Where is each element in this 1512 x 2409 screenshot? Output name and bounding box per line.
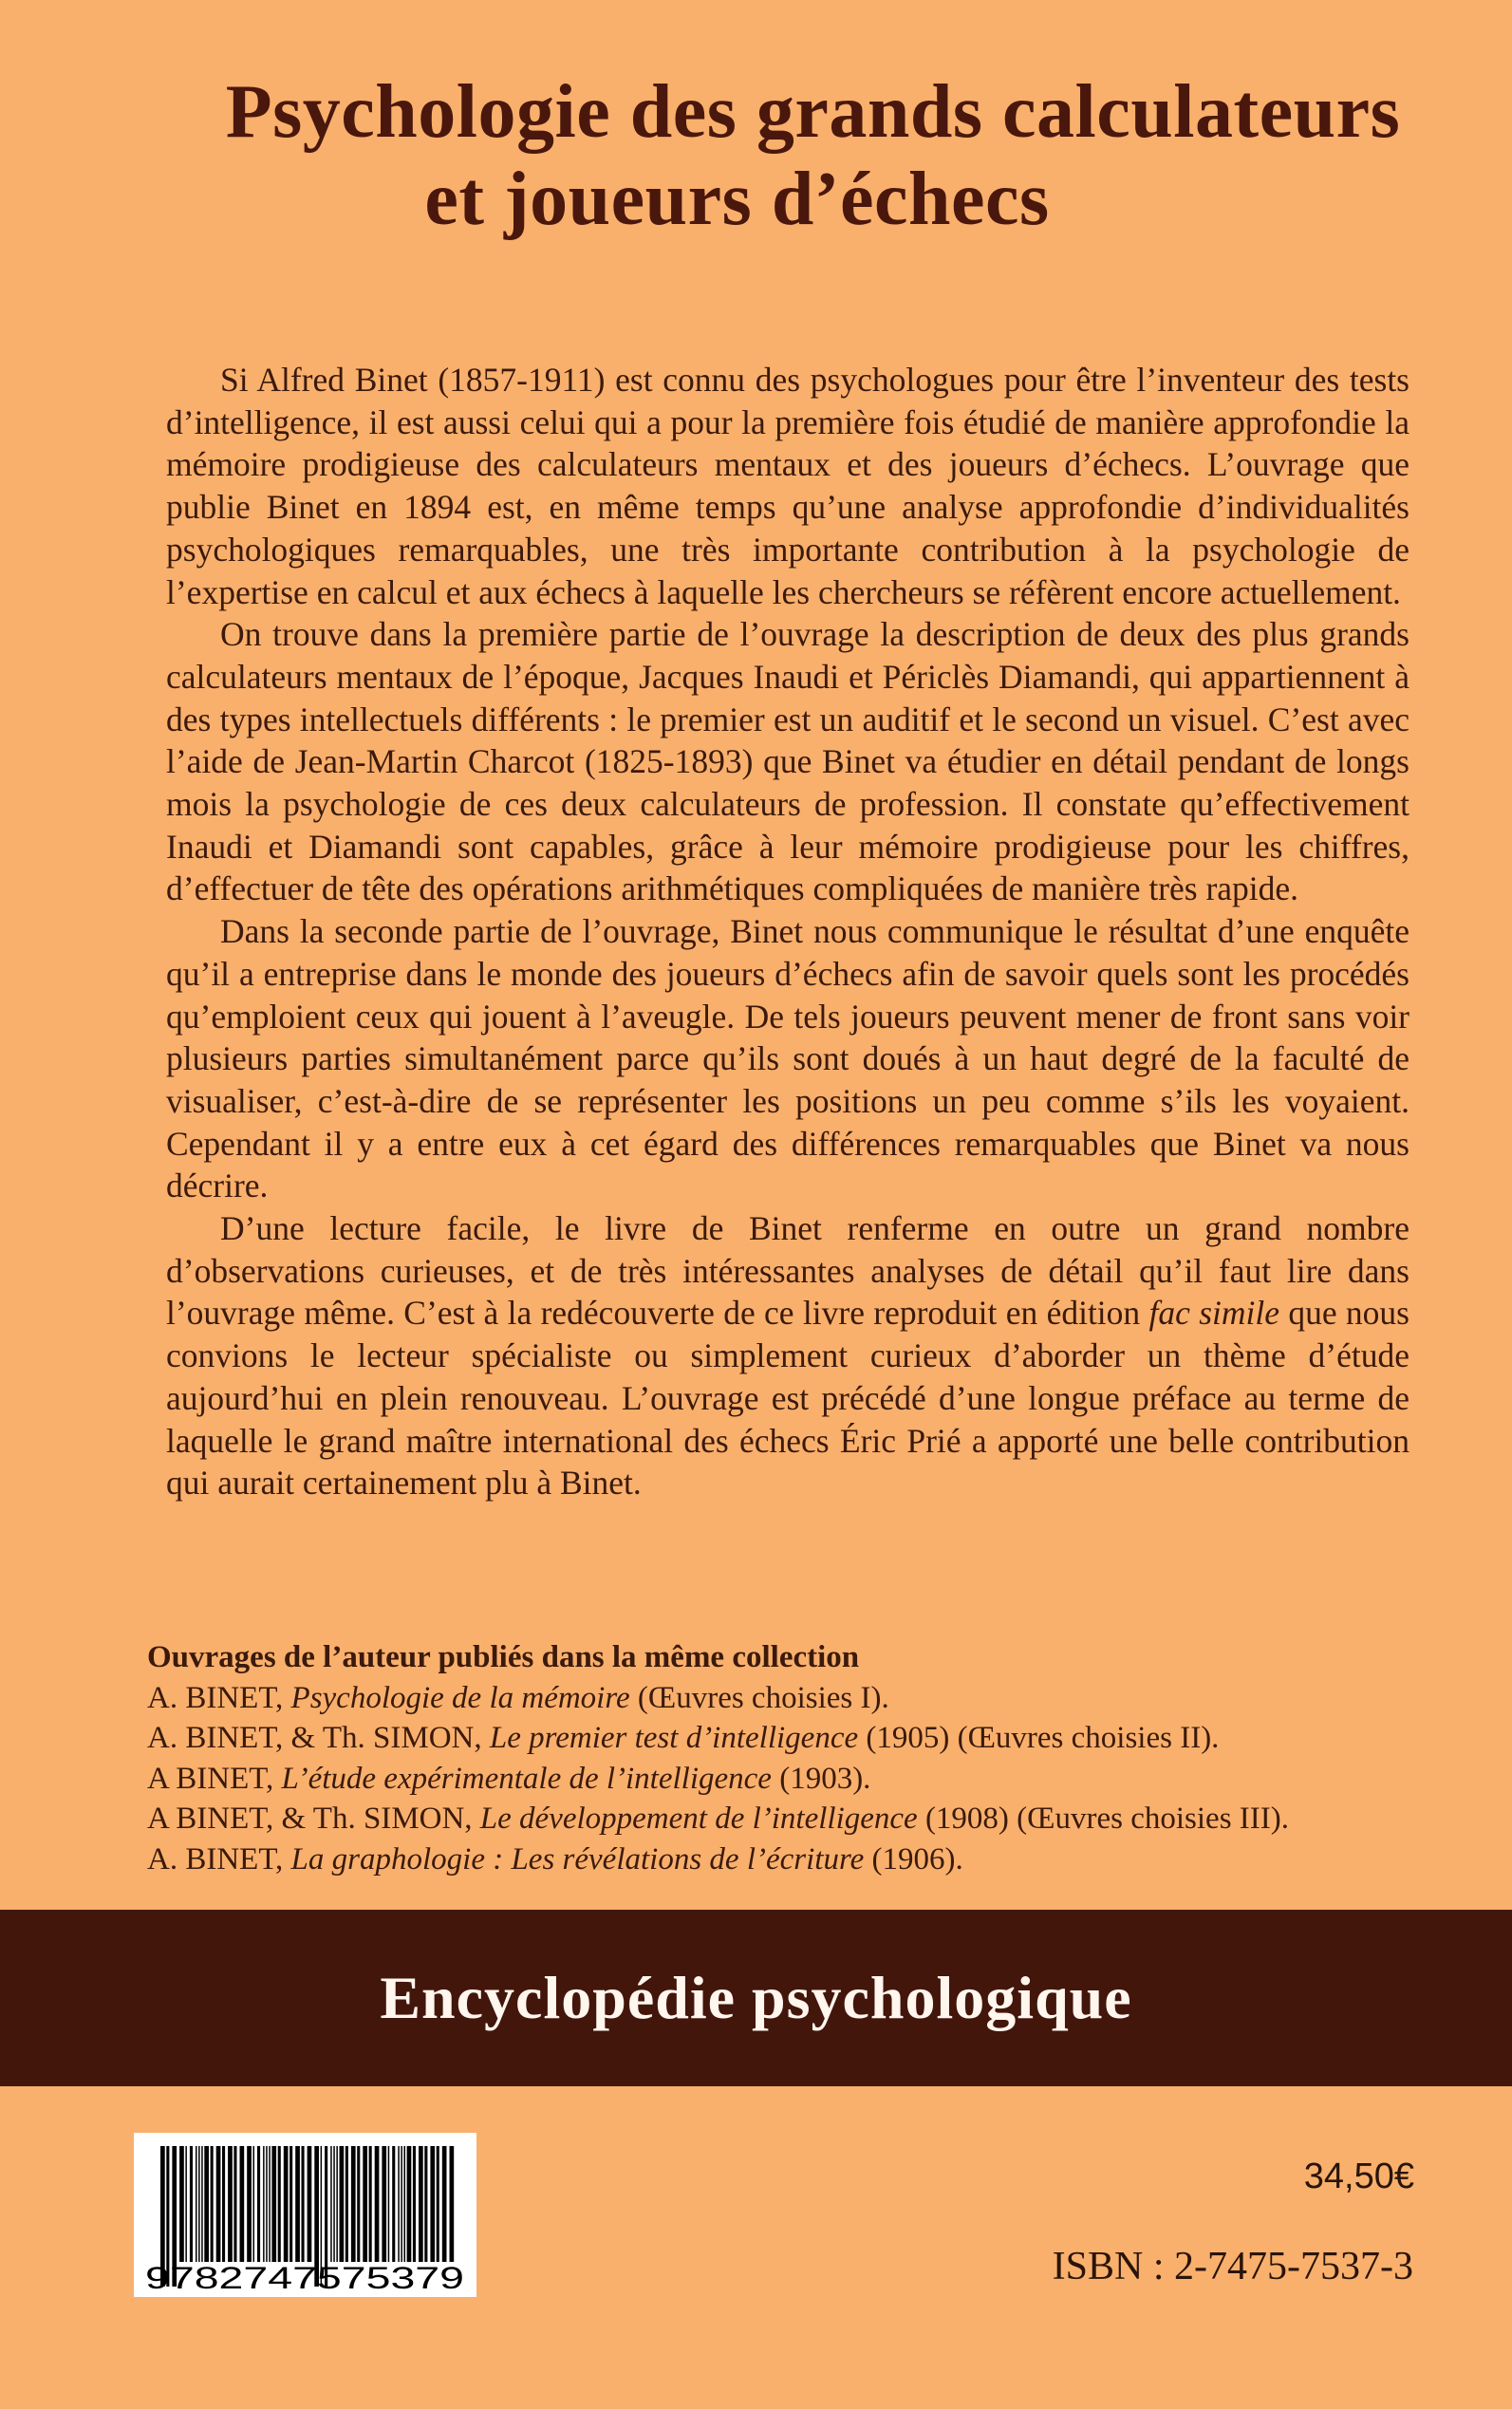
barcode-bar	[196, 2146, 197, 2262]
price: 34,50€	[1303, 2157, 1414, 2196]
barcode-bar	[185, 2146, 187, 2262]
barcode-number: 9782747575379	[145, 2261, 464, 2295]
paragraph-4-text: D’une lecture facile, le livre de Binet renferme en outre un grand nombre d’observations curieuses, et de très intéressantes analyses de détail qu’il faut lire dans l’ouvrage même. C’est à la redécouverte de ce livre reproduit en édition	[166, 1209, 1409, 1333]
item-title: Psychologie de la mémoire	[290, 1680, 630, 1715]
barcode-bar	[340, 2146, 345, 2262]
barcode-bar	[308, 2146, 312, 2262]
barcode-bar	[413, 2146, 416, 2262]
barcode-bar	[222, 2146, 225, 2262]
barcode-bar	[424, 2146, 427, 2262]
bibliography-item	[147, 1839, 1476, 1880]
barcode-bar	[266, 2146, 268, 2262]
item-details: (1908) (Œuvres choisies III).	[917, 1802, 1289, 1836]
barcode-bar	[392, 2146, 395, 2262]
barcode-bar	[450, 2146, 455, 2262]
collection-band	[0, 1910, 1512, 2086]
item-details: (1905) (Œuvres choisies II).	[858, 1721, 1220, 1755]
isbn: ISBN : 2-7475-7537-3	[1052, 2245, 1413, 2288]
barcode-bar	[271, 2146, 276, 2262]
barcode-bar	[388, 2146, 390, 2262]
barcode-bar	[336, 2146, 338, 2262]
item-title: Le premier test d’intelligence	[489, 1721, 859, 1755]
title-line-2: et joueurs d’échecs	[424, 158, 1050, 241]
item-authors: A BINET,	[147, 1761, 282, 1796]
barcode-bar	[382, 2146, 386, 2262]
item-details: (Œuvres choisies I).	[629, 1680, 889, 1715]
barcode-bar	[430, 2146, 435, 2262]
item-title: La graphologie : Les révélations de l’écriture	[290, 1841, 865, 1877]
item-title: Le développement de l’intelligence	[479, 1802, 918, 1836]
barcode-bar	[401, 2146, 402, 2262]
barcode-bar	[233, 2146, 236, 2262]
item-authors: A. BINET,	[147, 1680, 291, 1715]
barcode-bar	[419, 2146, 423, 2262]
barcode-bar	[437, 2146, 439, 2262]
barcode-bar	[269, 2146, 271, 2262]
barcode-bar	[204, 2146, 209, 2262]
barcode-bar	[404, 2146, 406, 2262]
barcode-bar	[345, 2146, 348, 2262]
item-details: (1906).	[864, 1841, 963, 1877]
paragraph-4-italic: fac simile	[1148, 1294, 1279, 1333]
item-authors: A BINET, & Th. SIMON,	[147, 1802, 480, 1836]
barcode-bar	[201, 2146, 203, 2262]
barcode-bar	[442, 2146, 447, 2262]
barcode-bar	[363, 2146, 367, 2262]
book-title	[0, 68, 1512, 243]
bibliography-heading: Ouvrages de l’auteur publiés dans la même collection	[147, 1640, 860, 1674]
barcode-bar	[333, 2146, 335, 2262]
paragraph-1: Si Alfred Binet (1857-1911) est connu des psychologues pour être l’inventeur des tests d’intelligence, il est aussi celui qui a pour la première fois étudié de manière approfondie la mémoire prodigieuse des calculateurs mentaux et des joueurs d’échecs. L’ouvrage que publie Binet en 1894 est, en même temps qu’une analyse approfondie d’individualités psychologiques remarquables, une très importante contribution à la psychologie de l’expertise en calcul et aux échecs à laquelle les chercheurs se réfèrent encore actuellement.	[166, 361, 1409, 611]
item-authors: A. BINET,	[147, 1841, 291, 1877]
paragraph-2: On trouve dans la première partie de l’ouvrage la description de deux des plus grands calculateurs mentaux de l’époque, Jacques Inaudi et Périclès Diamandi, qui appartiennent à des types intellectuels différents : le premier est un auditif et le second un visuel. C’est avec l’aide de Jean-Martin Charcot (1825-1893) que Binet va étudier en détail pendant de longs mois la psychologie de ces deux calculateurs de profession. Il constate qu’effectivement Inaudi et Diamandi sont capables, grâce à leur mémoire prodigieuse pour les chiffres, d’effectuer de tête des opérations arithmétiques compliquées de manière très rapide.	[166, 615, 1409, 908]
barcode-bar	[190, 2146, 193, 2262]
title-line-1: Psychologie des grands calculateurs	[225, 70, 1401, 154]
paragraph-4-text-end: que nous convions le lecteur spécialiste ou simplement curieux d’aborder un thème d’étude aujourd’hui en plein renouveau. L’ouvrage est précédé d’une longue préface au terme de laquelle le grand maître international des échecs Éric Prié a apporté une belle contribution qui aurait certainement plu à Binet.	[166, 1294, 1409, 1503]
collection-name: Encyclopédie psychologique	[380, 1964, 1132, 2031]
barcode-bar	[295, 2146, 300, 2262]
barcode-bar	[228, 2146, 233, 2262]
bibliography-item	[147, 1759, 1476, 1800]
barcode-bar	[240, 2146, 245, 2262]
barcode-bar	[257, 2146, 260, 2262]
barcode-bar	[302, 2146, 305, 2262]
barcode-bar	[263, 2146, 265, 2262]
bibliography-item	[147, 1678, 1476, 1719]
paragraph-4	[166, 1207, 1409, 1504]
barcode-bar	[330, 2146, 332, 2262]
item-authors: A. BINET, & Th. SIMON,	[147, 1721, 490, 1755]
barcode-bar	[398, 2146, 400, 2262]
barcode-bar	[278, 2146, 281, 2262]
description	[166, 359, 1409, 1504]
barcode-bar	[375, 2146, 380, 2262]
barcode-graphic	[134, 2133, 476, 2297]
bibliography	[147, 1637, 1476, 1879]
barcode-bar	[369, 2146, 372, 2262]
bibliography-item	[147, 1799, 1476, 1839]
barcode-bar	[284, 2146, 289, 2262]
barcode-bar	[198, 2146, 200, 2262]
barcode	[134, 2133, 476, 2297]
paragraph-3: Dans la seconde partie de l’ouvrage, Binet nous communique le résultat d’une enquête qu’il a entreprise dans le monde des joueurs d’échecs afin de savoir quels sont les procédés qu’emploient ceux qui jouent à l’aveugle. De tels joueurs peuvent mener de front sans voir plusieurs parties simultanément parce qu’ils sont doués à un haut degré de la faculté de visualiser, c’est-à-dire de se représenter les positions un peu comme s’ils les voyaient. Cependant il y a entre eux à cet égard des différences remarquables que Binet va nous décrire.	[166, 912, 1409, 1205]
barcode-bar	[216, 2146, 221, 2262]
barcode-bar	[289, 2146, 292, 2262]
barcode-bar	[247, 2146, 252, 2262]
barcode-bar	[179, 2146, 184, 2262]
barcode-bar	[357, 2146, 360, 2262]
barcode-bar	[211, 2146, 214, 2262]
barcode-bar	[253, 2146, 255, 2262]
item-title: L’étude expérimentale de l’intelligence	[281, 1761, 772, 1796]
barcode-bar	[407, 2146, 412, 2262]
item-details: (1903).	[771, 1761, 871, 1796]
barcode-bar	[351, 2146, 356, 2262]
bibliography-item	[147, 1718, 1476, 1759]
